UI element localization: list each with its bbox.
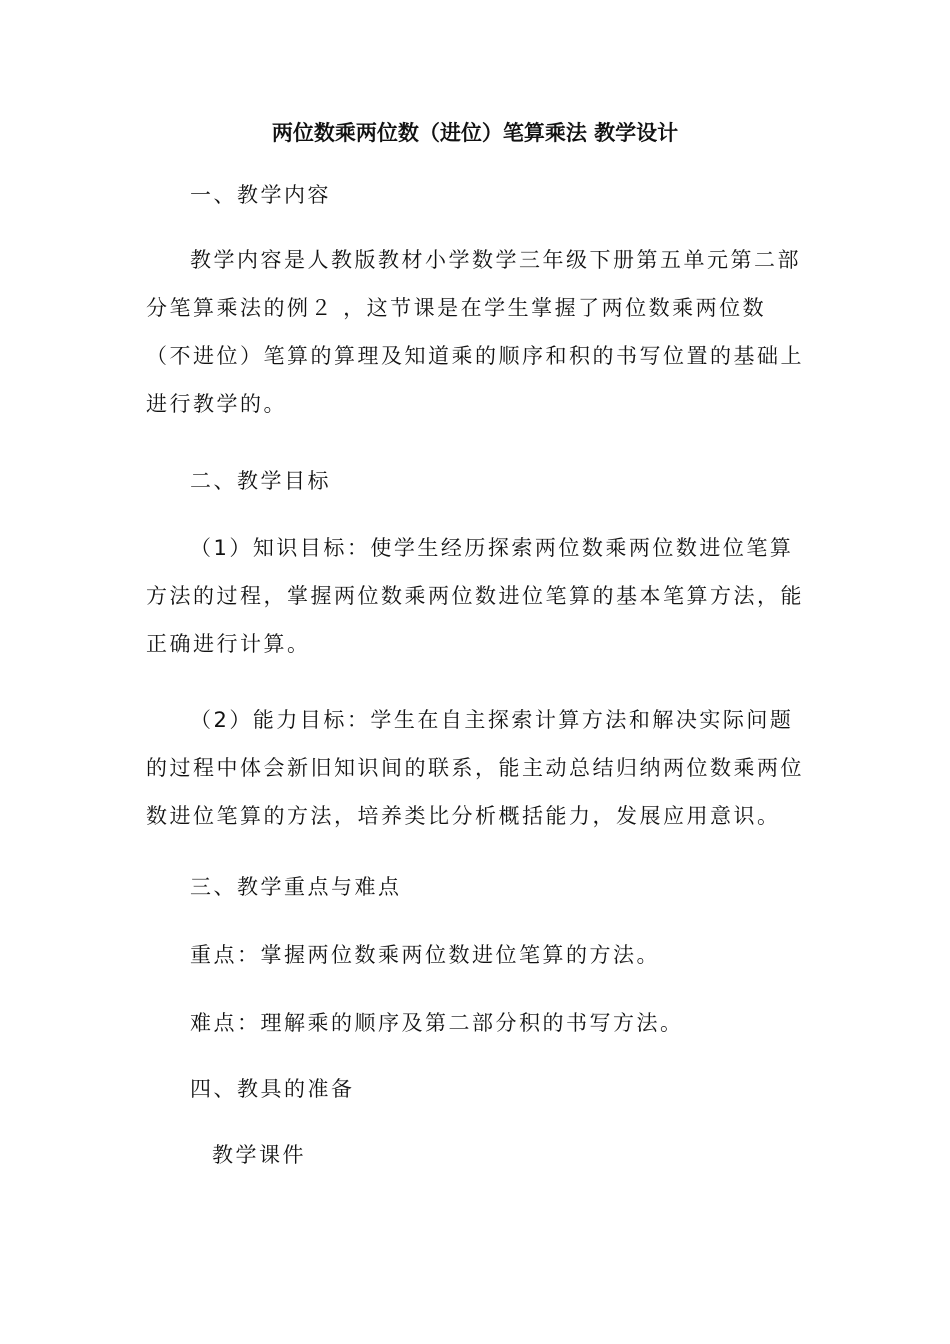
goal-knowledge-paragraph: （1）知识目标：使学生经历探索两位数乘两位数进位笔算方法的过程，掌握两位数乘两位数进位笔算的基本笔算方法，能正确进行计算。 [146,536,804,656]
section-heading-tools: 四、教具的准备 [190,1077,355,1101]
section-heading-goals: 二、教学目标 [190,469,331,493]
content-paragraph: 教学内容是人教版教材小学数学三年级下册第五单元第二部分笔算乘法的例２ ，这节课是在学生掌握了两位数乘两位数（不进位）笔算的算理及知道乘的顺序和积的书写位置的基础上进行教学的。 [146,248,804,416]
tool-item: 教学课件 [212,1143,306,1167]
section-heading-content: 一、教学内容 [190,183,331,207]
document-title: 两位数乘两位数（进位）笔算乘法 教学设计 [271,121,679,145]
key-point-focus: 重点：掌握两位数乘两位数进位笔算的方法。 [190,943,660,967]
goal-ability-paragraph: （2）能力目标：学生在自主探索计算方法和解决实际问题的过程中体会新旧知识间的联系，能主动总结归纳两位数乘两位数进位笔算的方法，培养类比分析概括能力，发展应用意识。 [146,708,804,828]
section-heading-key-points: 三、教学重点与难点 [190,875,402,899]
key-point-difficulty: 难点：理解乘的顺序及第二部分积的书写方法。 [190,1011,684,1035]
